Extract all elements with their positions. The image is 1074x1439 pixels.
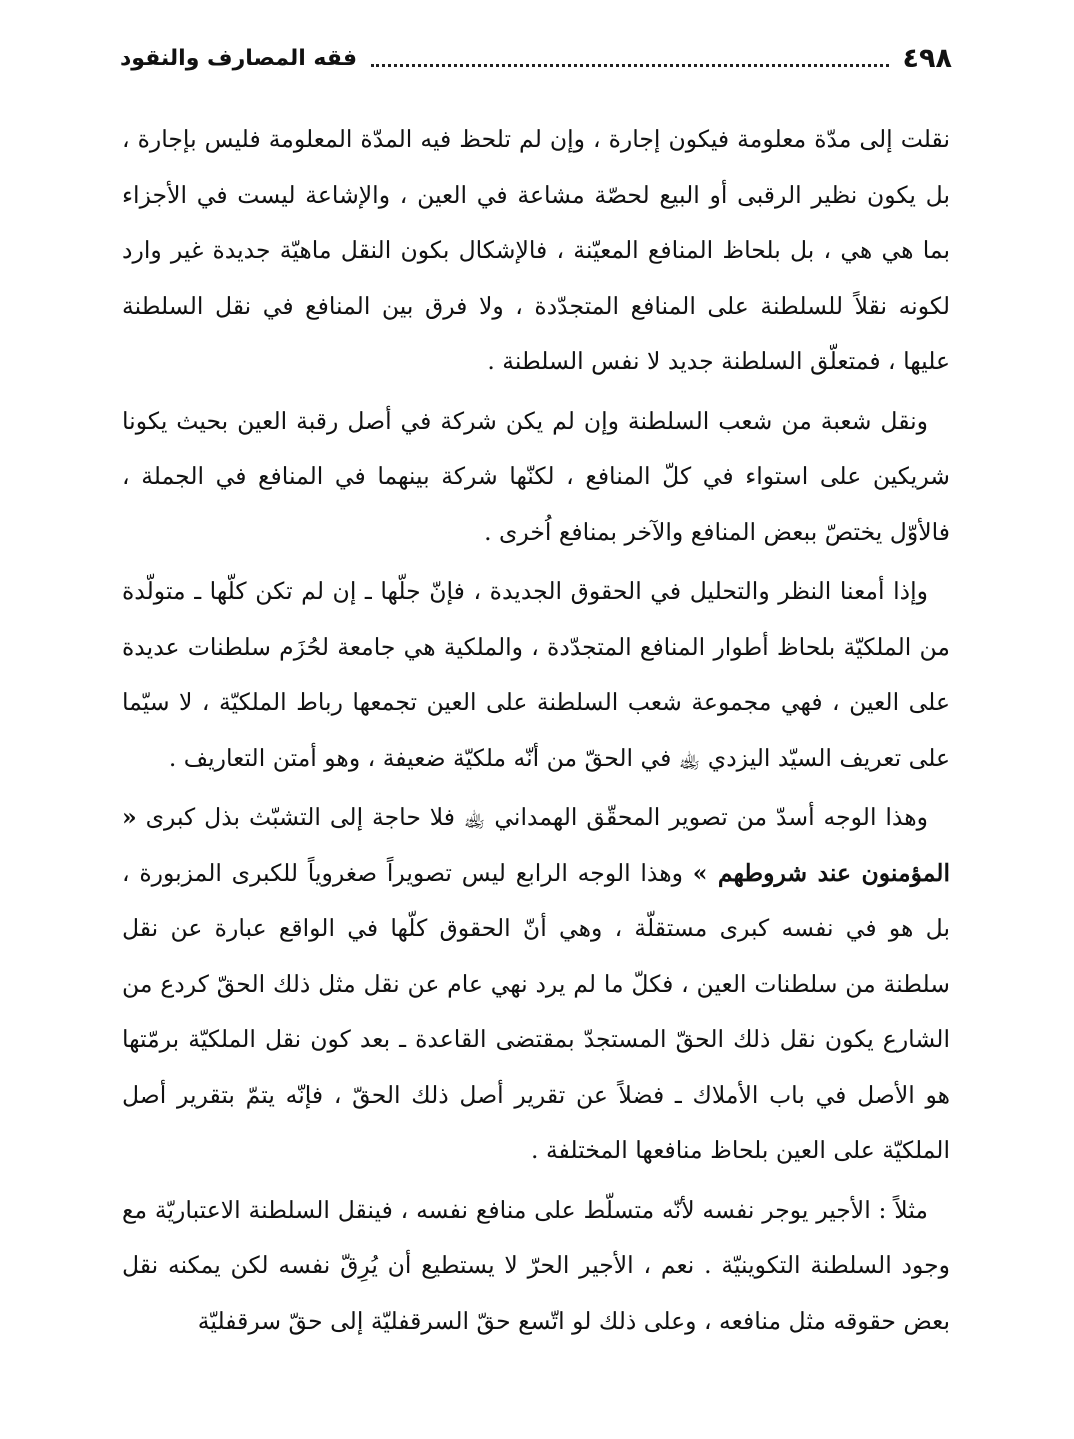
paragraph-2: ونقل شعبة من شعب السلطنة وإن لم يكن شركة في أصل رقبة العين بحيث يكونا شريكين على استواء في كلّ المنافع ، لكنّها شركة بينهما في المنافع في الجملة ، فالأوّل يختصّ ببعض المنافع والآخر بمنافع اُخرى . [122,406,950,546]
paragraph-4 [122,790,950,1179]
page-number: ٤٩٨ [902,42,952,74]
paragraph-3: وإذا أمعنا النظر والتحليل في الحقوق الجديدة ، فإنّ جلّها ـ إن لم تكن كلّها ـ متولّدة من الملكيّة بلحاظ أطوار المنافع المتجدّدة ، والملكية هي جامعة لحُزَم سلطنات عديدة على العين ، فهي مجموعة شعب السلطنة على العين تجمعها رباط الملكيّة ، لا سيّما على تعريف السيّد اليزدي ﵀ في الحقّ من أنّه ملكيّة ضعيفة ، وهو أمتن التعاريف . [122,577,950,772]
paragraph-4-lead: وهذا الوجه أسدّ من تصوير المحقّق الهمداني ﵀ فلا حاجة إلى التشبّث بذل كبرى [136,803,928,831]
paragraph-1: نقلت إلى مدّة معلومة فيكون إجارة ، وإن لم تلحظ فيه المدّة المعلومة فليس بإجارة ، بل يكون نظير الرقبى أو البيع لحصّة مشاعة في العين ، والإشاعة ليست في الأجزاء بما هي هي ، بل بلحاظ المنافع المعيّنة ، فالإشكال بكون النقل ماهيّة جديدة غير وارد لكونه نقلاً للسلطنة على المنافع المتجدّدة ، ولا فرق بين المنافع في نقل السلطنة عليها ، فمتعلّق السلطنة جديد لا نفس السلطنة . [122,125,950,375]
quoted-rule: « المؤمنون عند شروطهم » [122,803,950,887]
paragraph-4-rest: وهذا الوجه الرابع ليس تصويراً صغروياً للكبرى المزبورة ، بل هو في نفسه كبرى مستقلّة ، وهي أنّ الحقوق كلّها في الواقع عبارة عن نقل سلطنة من سلطنات العين ، فكلّ ما لم يرد نهي عام عن نقل مثل ذلك الحقّ كردع من الشارع يكون نقل ذلك الحقّ المستجدّ بمقتضى القاعدة ـ بعد كون نقل الملكيّة برمّتها هو الأصل في باب الأملاك ـ فضلاً عن تقرير أصل ذلك الحقّ ، فإنّه يتمّ بتقرير أصل الملكيّة على العين بلحاظ منافعها المختلفة . [122,858,950,1164]
body-text [122,112,950,1353]
running-title: فقه المصارف والنقود [120,45,357,71]
page-header [120,38,952,78]
paragraph-5: مثلاً : الأجير يوجر نفسه لأنّه متسلّط على منافع نفسه ، فينقل السلطنة الاعتباريّة مع وجود السلطنة التكوينيّة . نعم ، الأجير الحرّ لا يستطيع أن يُرِقّ نفسه لكن يمكنه نقل بعض حقوقه مثل منافعه ، وعلى ذلك لو اتّسع حقّ السرقفليّة إلى حقّ سرقفليّة [122,1195,950,1335]
header-dotted-leader [371,50,889,67]
